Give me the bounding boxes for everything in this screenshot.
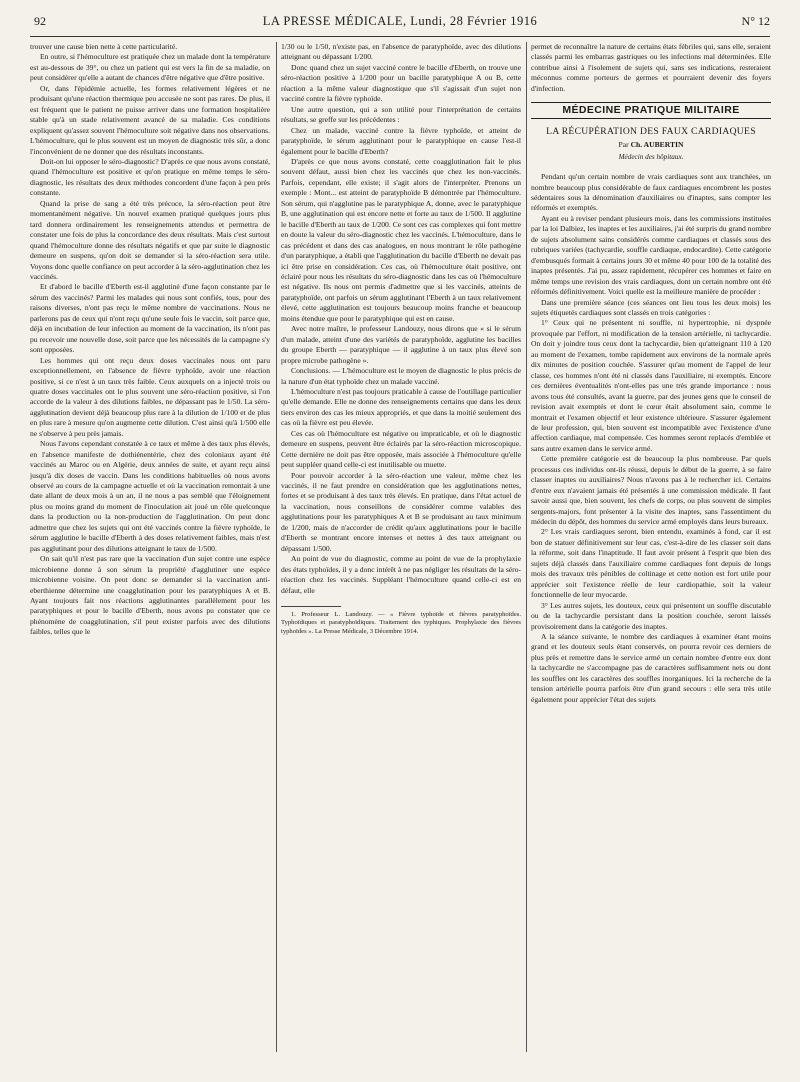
paragraph: Dans une première séance (ces séances ont lieu tous les deux mois) les sujets étiquetés cardiaques sont classés en trois catégories : xyxy=(531,297,771,317)
header-rule xyxy=(30,36,770,37)
paragraph: 2° Les vrais cardiaques seront, bien entendu, examinés à fond, car il est bon de statuer définitivement sur leur cas, c'est-à-dire de les classer soit dans la réforme, soit dans l'inaptitude. Il faut avoir présent à l'esprit que bien des sujets déjà classés dans l'auxiliaire comme cardiaques font depuis de longs mois des travaux très pénibles de coltinage et cette notion est fort utile pour apprécier soit l'existence réelle de leur cardiopathie, soit la valeur fonctionnelle de leur myocarde. xyxy=(531,527,771,600)
paragraph: D'après ce que nous avons constaté, cette coagglutination fait le plus souvent défaut, aussi bien chez les vaccinés que chez les non-vaccinés. Parfois, cependant, elle existe; il s'agit alors de l'interpréter. Prenons un exemple : Mont... est atteint de paratyphoïde B démontrée par l'hémoculture. Son sérum, qui n'agglutine pas le paratyphique A, donne, avec le paratyphique B, une agglutination qui est encore nette et forte au taux de 1/500. Il agglutine le bacille d'Eberth au taux de 1/200. Ce sont ces cas complexes qui font mettre en doute la valeur du séro-diagnostic chez les vaccinés. L'hémoculture, dans le cas précédent et dans des cas analogues, en nous montrant le rôle pathogène d'un paratyphique, a établi que l'agglutination du bacille d'Eberth ne devait pas ici être prise en considération. Ces cas, où l'hémoculture était positive, ont éclairé pour nous les résultats du séro-diagnostic dans les cas où l'hémoculture est négative. Ils nous ont permis d'admettre que si les vaccinés, atteints de paratyphoïde, ont parfois un sérum agglutinant l'Eberth à un taux relativement élevé, cette agglutination est toujours beaucoup moins franche et beaucoup moins étendue que pour le paratyphique qui est en cause. xyxy=(281,156,521,323)
page-header xyxy=(20,14,780,36)
column-1 xyxy=(30,42,270,1042)
footnote: 1. Professeur L. Landouzy. — « Fièvre typhoïde et fièvres paratyphoïdes. Typhoïdiques et paratyphoïdiques. Traitement des typhiques. Prophylaxie des fièvres typhoïdes ». La Presse Médicale, 3 Décembre 1914. xyxy=(281,611,521,635)
paragraph: Ayant eu à reviser pendant plusieurs mois, dans les commissions instituées par la loi Dalbiez, les inaptes et les auxiliaires, j'ai été surpris du grand nombre de sujets absolument sains considérés comme cardiaques et classés sous des rubriques variées (tachycardie, souffle cardiaque, endocardite). Cette catégorie d'embusqués formait à certains jours 30 et même 40 pour 100 de la totalité des inaptes présentés. J'ai pu, assez rapidement, récupérer ces hommes et faire en même temps une revision des vrais cardiaques, dont un certain nombre ont été réformés définitivement. Voici quelle est la meilleure manière de procéder : xyxy=(531,213,771,297)
paragraph: Pendant qu'un certain nombre de vrais cardiaques sont aux tranchées, un nombre beaucoup plus considérable de faux cardiaques encombrent les postes sédentaires sous la dénomination d'auxiliaires ou d'inaptes, sans compter les réformés et exemptés. xyxy=(531,172,771,213)
footnote-rule xyxy=(281,606,341,607)
paragraph: 3° Les autres sujets, les douteux, ceux qui présentent un souffle discutable ou de la tachycardie persistant dans la position couchée, seront laissés provisoirement dans la catégorie des inaptes. xyxy=(531,600,771,631)
article-author xyxy=(531,140,771,150)
paragraph: 1/30 ou le 1/50, n'existe pas, en l'absence de paratyphoïde, avec des dilutions atteignant ou dépassant 1/200. xyxy=(281,42,521,62)
paragraph: Les hommes qui ont reçu deux doses vaccinales nous ont paru exceptionnellement, en l'absence de fièvre typhoïde, avoir une réaction positive, si ce n'est à un taux très faible. Ceux auxquels on a injecté trois ou quatre doses vaccinales ont le plus souvent une séro-réaction positive, si l'on accorde de la valeur à des dilutions faibles, ne dépassant pas le 1/50. La séro-agglutination devient déjà beaucoup plus rare à la dilution de 1/100 et de plus en plus rare à mesure qu'on augmente cette dilution. C'est ainsi qu'à 1/500 elle ne s'observe à peu près jamais. xyxy=(30,355,270,438)
paragraph: Donc quand chez un sujet vacciné contre le bacille d'Eberth, on trouve une séro-réaction positive à 1/200 pour un bacille paratyphique A ou B, cette réaction a la même valeur diagnostique que s'il s'agissait d'un sujet non vacciné contre la fièvre typhoïde. xyxy=(281,62,521,104)
paragraph: Nous l'avons cependant constatée à ce taux et même à des taux plus élevés, en l'absence manifeste de dothiénentérie, chez des coloniaux ayant été vaccinés au Maroc ou en Algérie, deux années de suite, et ayant reçu ainsi jusqu'à dix doses de vaccin. Dans les conditions habituelles où nous avons observé au cours de la campagne actuelle et où la vaccination remontait à une date allant de deux mois à un an, il ne nous a pas semblé que l'éloignement plus ou moins grand du moment de l'inoculation ait joué un rôle quelconque dans la production ou la non-production de l'agglutination. On peut donc admettre que chez les sujets qui ont été vaccinés contre la fièvre typhoïde, le sérum agglutine le bacille d'Eberth à des doses relativement faibles, mais n'est pas agglutinant pour des dilutions atteignant le taux de 1/500. xyxy=(30,439,270,553)
paragraph: Quand la prise de sang a été très précoce, la séro-réaction peut être momentanément négative. Un nouvel examen pratiqué quelques jours plus tard donnera ordinairement les renseignements attendus et permettra de constater une fois de plus la concordance des deux résultats. Mais c'est surtout quand l'hémoculture donne des résultats négatifs et que par suite le diagnostic demeure en suspens, qu'on doit se demander si la séro-réaction sera utile. Voyons donc quelle confiance on peut accorder à la séro-agglutination chez les vaccinés. xyxy=(30,198,270,281)
paragraph: Pour pouvoir accorder à la séro-réaction une valeur, même chez les vaccinés, il ne faut prendre en considération que les agglutinations nettes, fortes et se produisant à des taux très élevés. En pratique, dans l'état actuel de la vaccination, nous conseillons de considérer comme valables des agglutinations pour les paratyphiques A et B se produisant au taux minimum de 1/200, mais de n'accorder de crédit qu'aux agglutinations pour le bacille d'Eberth se montrant encore intenses et nettes à des taux atteignant ou dépassant 1/500. xyxy=(281,470,521,553)
paragraph: On sait qu'il n'est pas rare que la vaccination d'un sujet contre une espèce microbienne donne à son sérum la propriété d'agglutiner une espèce microbienne voisine. On peut donc se demander si la vaccination anti-eberthienne détermine une coagglutination pour les paratyphiques A et B. Ayant toujours fait nos réactions agglutinantes parallèlement pour les paratyphiques et pour le bacille d'Eberth, nous avons pu constater que ce phénomène de coagglutination, s'il peut exister parfois avec des dilutions faibles, telles que le xyxy=(30,554,270,637)
paragraph: En outre, si l'hémoculture est pratiquée chez un malade dont la température est au-dessous de 39°, ou chez un patient qui est vers la fin de sa maladie, on peut considérer qu'elle a autant de chances d'être négative que d'être positive. xyxy=(30,52,270,83)
paragraph: Une autre question, qui a son utilité pour l'interprétation de certains résultats, se greffe sur les précédentes : xyxy=(281,104,521,125)
paragraph: Avec notre maître, le professeur Landouzy, nous dirons que « si le sérum d'un malade, atteint d'une des variétés de paratyphoïde, agglutine les bacilles du groupe Eberth — paratyphique — il agglutine à un taux plus élevé son propre microbe pathogène ». xyxy=(281,324,521,365)
column-2 xyxy=(281,42,521,1042)
page-number: 92 xyxy=(34,14,46,28)
section-heading: MÉDECINE PRATIQUE MILITAIRE xyxy=(531,102,771,118)
paragraph: Chez un malade, vacciné contre la fièvre typhoïde, et atteint de paratyphoïde, le sérum agglutinant pour le paratyphique en cause l'est-il également pour le bacille d'Eberth? xyxy=(281,125,521,156)
author-role: Médecin des hôpitaux. xyxy=(618,152,684,161)
column-divider xyxy=(276,42,277,1052)
author-prefix: Par xyxy=(618,140,629,150)
author-name: Ch. AUBERTIN xyxy=(630,140,684,150)
issue-number: N° 12 xyxy=(741,14,770,28)
column-3 xyxy=(531,42,771,1042)
paragraph: L'hémoculture n'est pas toujours praticable à cause de l'outillage particulier qu'elle demande. Elle ne donne des renseignements certains que dans les deux tiers environ des cas les mieux appropriés, et que dans la moitié seulement des cas où la fièvre est peu élevée. xyxy=(281,386,521,428)
paragraph: Doit-on lui opposer le séro-diagnostic? D'après ce que nous avons constaté, quand l'hémoculture est positive et qu'on pratique en même temps le séro-diagnostic, les résultats des deux méthodes concordent d'une façon à peu près constante. xyxy=(30,156,270,198)
paragraph: Conclusions. — L'hémoculture est le moyen de diagnostic le plus précis de la nature d'un état typhoïde chez un malade vacciné. xyxy=(281,366,521,386)
column-divider xyxy=(526,42,527,1052)
paragraph: Or, dans l'épidémie actuelle, les formes relativement légères et ne produisant qu'une réaction thermique peu accusée ne sont pas rares. De plus, il est fréquent que le patient ne puisse arriver dans une formation hospitalière stable qu'à un stade relativement avancé de sa maladie. Ces conditions expliquent qu'assez souvent l'hémoculture soit négative dans nos observations. L'hémoculture, qui le plus souvent est un moyen de diagnostic très sûr, a donc l'inconvénient de ne donner que des résultats inconstants. xyxy=(30,83,270,156)
journal-title: LA PRESSE MÉDICALE, Lundi, 28 Février 1916 xyxy=(262,14,538,28)
paragraph: Cette première catégorie est de beaucoup la plus nombreuse. Par quels processus ces individus ont-ils réussi, depuis le début de la guerre, à se faire classer inaptes ou auxiliaires? Nous n'avons pas à le rechercher ici. Certains d'entre eux n'avaient jamais été présentés à une commission médicale. Il faut savoir aussi que, bien souvent, les chefs de corps, ou plus souvent de simples sergents-majors, font présenter à la visite des inaptes, sans l'assentiment du médecin du dépôt, des hommes du service armé employés dans leurs bureaux. xyxy=(531,454,771,527)
paragraph: permet de reconnaître la nature de certains états fébriles qui, sans elle, seraient classés parmi les embarras gastriques ou les infections mal déterminées. Elle contribue ainsi à l'isolement de sujets qui, sans ses indications, resteraient méconnus comme porteurs de germes et pourraient devenir des foyers d'infection. xyxy=(531,42,771,93)
paragraph: 1° Ceux qui ne présentent ni souffle, ni hypertrophie, ni dyspnée provoquée par l'effort, ni modification de la tension artérielle, ni tachycardie. On doit y joindre tous ceux dont la tachycardie, bien qu'atteignant 110 à 120 au moment de l'examen, tombe rapidement aux environs de la normale après dix minutes de position couchée. S'assurer qu'au moment de l'appel de leur classe, ces hommes n'ont été ni classés dans l'auxiliaire, ni exemptés. Encore ces dernières éventualités n'ont-elles pas une très grande importance : nous avons tous été consultés, avant la guerre, par des jeunes gens que le conseil de revision avait exemptés et dont le cœur était absolument sain, comme le montrait et l'examen objectif et leur existence ultérieure. S'assurer également de leur profession, qui, bien souvent est incompatible avec l'existence d'une affection cardiaque, mal compensée. Ces hommes seront replacés d'emblée et sans autre examen dans le service armé. xyxy=(531,318,771,453)
paragraph: trouver une cause bien nette à cette particularité. xyxy=(30,42,178,51)
paragraph: Et d'abord le bacille d'Eberth est-il agglutiné d'une façon constante par le sérum des vaccinés? Parmi les malades qui nous sont confiés, tous, pour des raisons diverses, n'ont pas reçu le même nombre de vaccinations. Nous ne parlerons pas de ceux qui n'ont reçu qu'une seule fois le vaccin, soit parce que, déjà en incubation de leur infection au moment de la vaccination, ils n'ont pas pu recevoir une nouvelle dose, soit parce que les nécessités de la campagne s'y sont opposées. xyxy=(30,282,270,355)
paragraph: A la séance suivante, le nombre des cardiaques à examiner étant moins grand et les douteux seuls étant conservés, on pourra revoir ces derniers de plus près et remettre dans le service armé un certain nombre d'entre eux dont la tachycardie ne s'accompagne pas de caractères suffisamment nets ou dont les souffles ont les caractères des souffles inorganiques. Ici la recherche de la tension artérielle pourra parfois être d'un grand secours : elle sera très utile également pour apprécier l'état des sujets xyxy=(531,632,771,704)
paragraph: Au point de vue du diagnostic, comme au point de vue de la prophylaxie des états typhoïdes, il y a donc intérêt à ne pas négliger les résultats de la séro-réaction chez les vaccinés. Suppléant l'hémoculture quand celle-ci est en défaut, elle xyxy=(281,554,521,595)
paragraph: Ces cas où l'hémoculture est négative ou impraticable, et où le diagnostic demeure en suspens, peuvent être éclairés par la séro-réaction microscopique. Cette dernière ne doit pas être opposée, mais associée à l'hémoculture qu'elle peut suppléer quand celle-ci est inutilisable ou muette. xyxy=(281,428,521,470)
article-title: LA RÉCUPÉRATION DES FAUX CARDIAQUES xyxy=(546,125,756,137)
